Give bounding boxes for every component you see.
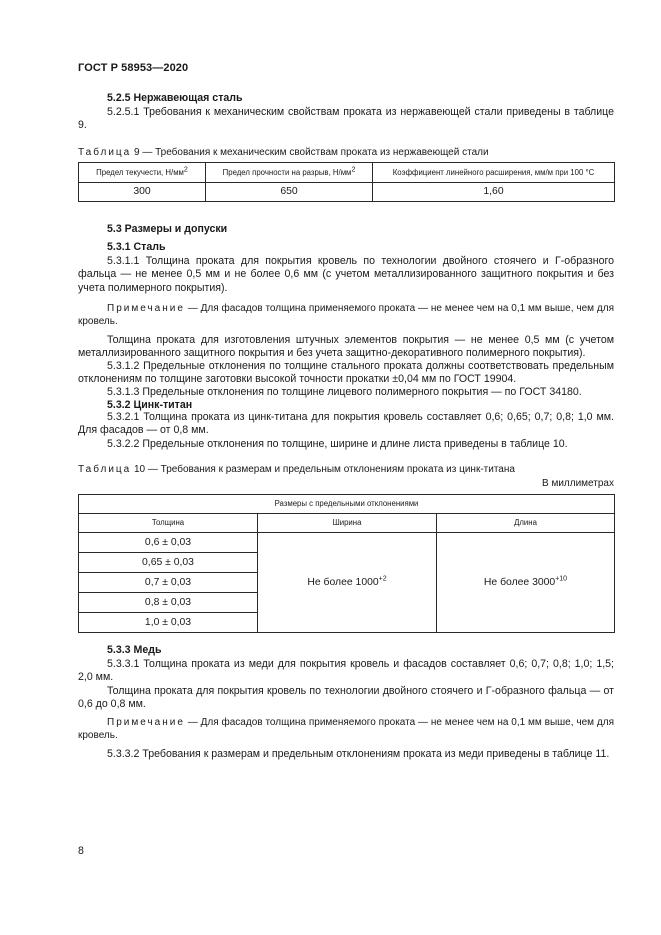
section-5-3-2-title: 5.3.2 Цинк-титан — [107, 399, 193, 411]
paragraph-copper-fold: Толщина проката для покрытия кровель по технологии двойного стоячего и Г-образного фальца — от 0,6 до 0,8 мм. — [78, 685, 614, 711]
table-9-value-yield: 300 — [79, 183, 206, 202]
table-10-header-length: Длина — [437, 514, 615, 533]
section-5-3-title: 5.3 Размеры и допуски — [107, 223, 228, 235]
paragraph-5-3-1-2: 5.3.1.2 Предельные отклонения по толщине стального проката должны соответствовать предельным отклонениям по толщине заготовки высокой точности прокатки ±0,04 мм по ГОСТ 19904. — [78, 360, 614, 386]
table-9-value-expansion: 1,60 — [373, 183, 615, 202]
paragraph-5-2-5-1: 5.2.5.1 Требования к механическим свойствам проката из нержавеющей стали приведены в таблице 9. — [78, 106, 614, 132]
table-9 — [78, 162, 615, 202]
paragraph-5-3-1-1: 5.3.1.1 Толщина проката для покрытия кровель по технологии двойного стоячего и Г-образного фальца — не менее 0,5 мм и не более 0,6 мм (с учетом металлизированного защитного покрытия и без учета полимерного покрытия). — [78, 255, 614, 294]
section-5-3-3-title: 5.3.3 Медь — [107, 644, 162, 656]
table-10-thickness-cell: 0,6 ± 0,03 — [79, 533, 258, 553]
table-10-caption-label: Таблица — [78, 464, 132, 475]
table-10-thickness-cell: 0,8 ± 0,03 — [79, 593, 258, 613]
table-9-header-expansion: Коэффициент линейного расширения, мм/м при 100 °С — [373, 163, 615, 183]
note-text: — Для фасадов толщина применяемого проката — не менее чем на 0,1 мм выше, чем для кровель. — [78, 303, 614, 328]
table-9-caption-label: Таблица — [78, 147, 132, 158]
table-10-thickness-cell: 0,7 ± 0,03 — [79, 573, 258, 593]
page-number: 8 — [78, 845, 84, 857]
section-5-3-1-title: 5.3.1 Сталь — [107, 241, 166, 253]
table-9-caption — [78, 146, 489, 159]
table-10-unit-note: В миллиметрах — [542, 478, 614, 489]
table-10-header-thickness: Толщина — [79, 514, 258, 533]
table-10-group-header: Размеры с предельными отклонениями — [79, 495, 615, 514]
paragraph-5-3-2-1: 5.3.2.1 Толщина проката из цинк-титана для покрытия кровель составляет 0,6; 0,65; 0,7; 0,8; 1,0 мм. Для фасадов — от 0,8 мм. — [78, 411, 614, 437]
table-10-caption — [78, 463, 515, 476]
section-5-2-5-title: 5.2.5 Нержавеющая сталь — [107, 92, 243, 104]
table-9-header-strength: Предел прочности на разрыв, $Н/мм^2$ — [206, 163, 373, 183]
table-10-caption-text: 10 — Требования к размерам и предельным отклонениям проката из цинк-титана — [131, 464, 515, 475]
table-10-thickness-cell: 1,0 ± 0,03 — [79, 613, 258, 633]
paragraph-5-3-3-2: 5.3.3.2 Требования к размерам и предельным отклонениям проката из меди приведены в таблице 11. — [107, 748, 610, 760]
note-5-3-3 — [78, 716, 614, 743]
table-9-caption-text: 9 — Требования к механическим свойствам проката из нержавеющей стали — [131, 147, 489, 158]
table-9-value-strength: 650 — [206, 183, 373, 202]
note-text: — Для фасадов толщина применяемого проката — не менее чем на 0,1 мм выше, чем для кровель. — [78, 717, 614, 742]
table-10-thickness-cell: 0,65 ± 0,03 — [79, 553, 258, 573]
note-5-3-1 — [78, 302, 614, 329]
table-10-width-cell: Не более $1000^{+2}$ — [258, 533, 437, 633]
note-label: Примечание — [107, 303, 185, 314]
paragraph-5-3-1-3: 5.3.1.3 Предельные отклонения по толщине лицевого полимерного покрытия — по ГОСТ 34180. — [107, 386, 582, 398]
paragraph-element-thickness: Толщина проката для изготовления штучных элементов покрытия — не менее 0,5 мм (с учетом металлизированного защитного покрытия и без учета защитно-декоративного полимерного покрытия). — [78, 334, 614, 360]
paragraph-5-3-2-2: 5.3.2.2 Предельные отклонения по толщине, ширине и длине листа приведены в таблице 10. — [107, 438, 568, 450]
paragraph-5-3-3-1: 5.3.3.1 Толщина проката из меди для покрытия кровель и фасадов составляет 0,6; 0,7; 0,8; 1,0; 1,5; 2,0 мм. — [78, 658, 614, 684]
table-10 — [78, 494, 615, 633]
table-10-header-width: Ширина — [258, 514, 437, 533]
table-9-header-yield: Предел текучести, $Н/мм^2$ — [79, 163, 206, 183]
note-label: Примечание — [107, 717, 185, 728]
table-10-length-cell: Не более $3000^{+10}$ — [437, 533, 615, 633]
document-header: ГОСТ Р 58953—2020 — [78, 62, 189, 74]
